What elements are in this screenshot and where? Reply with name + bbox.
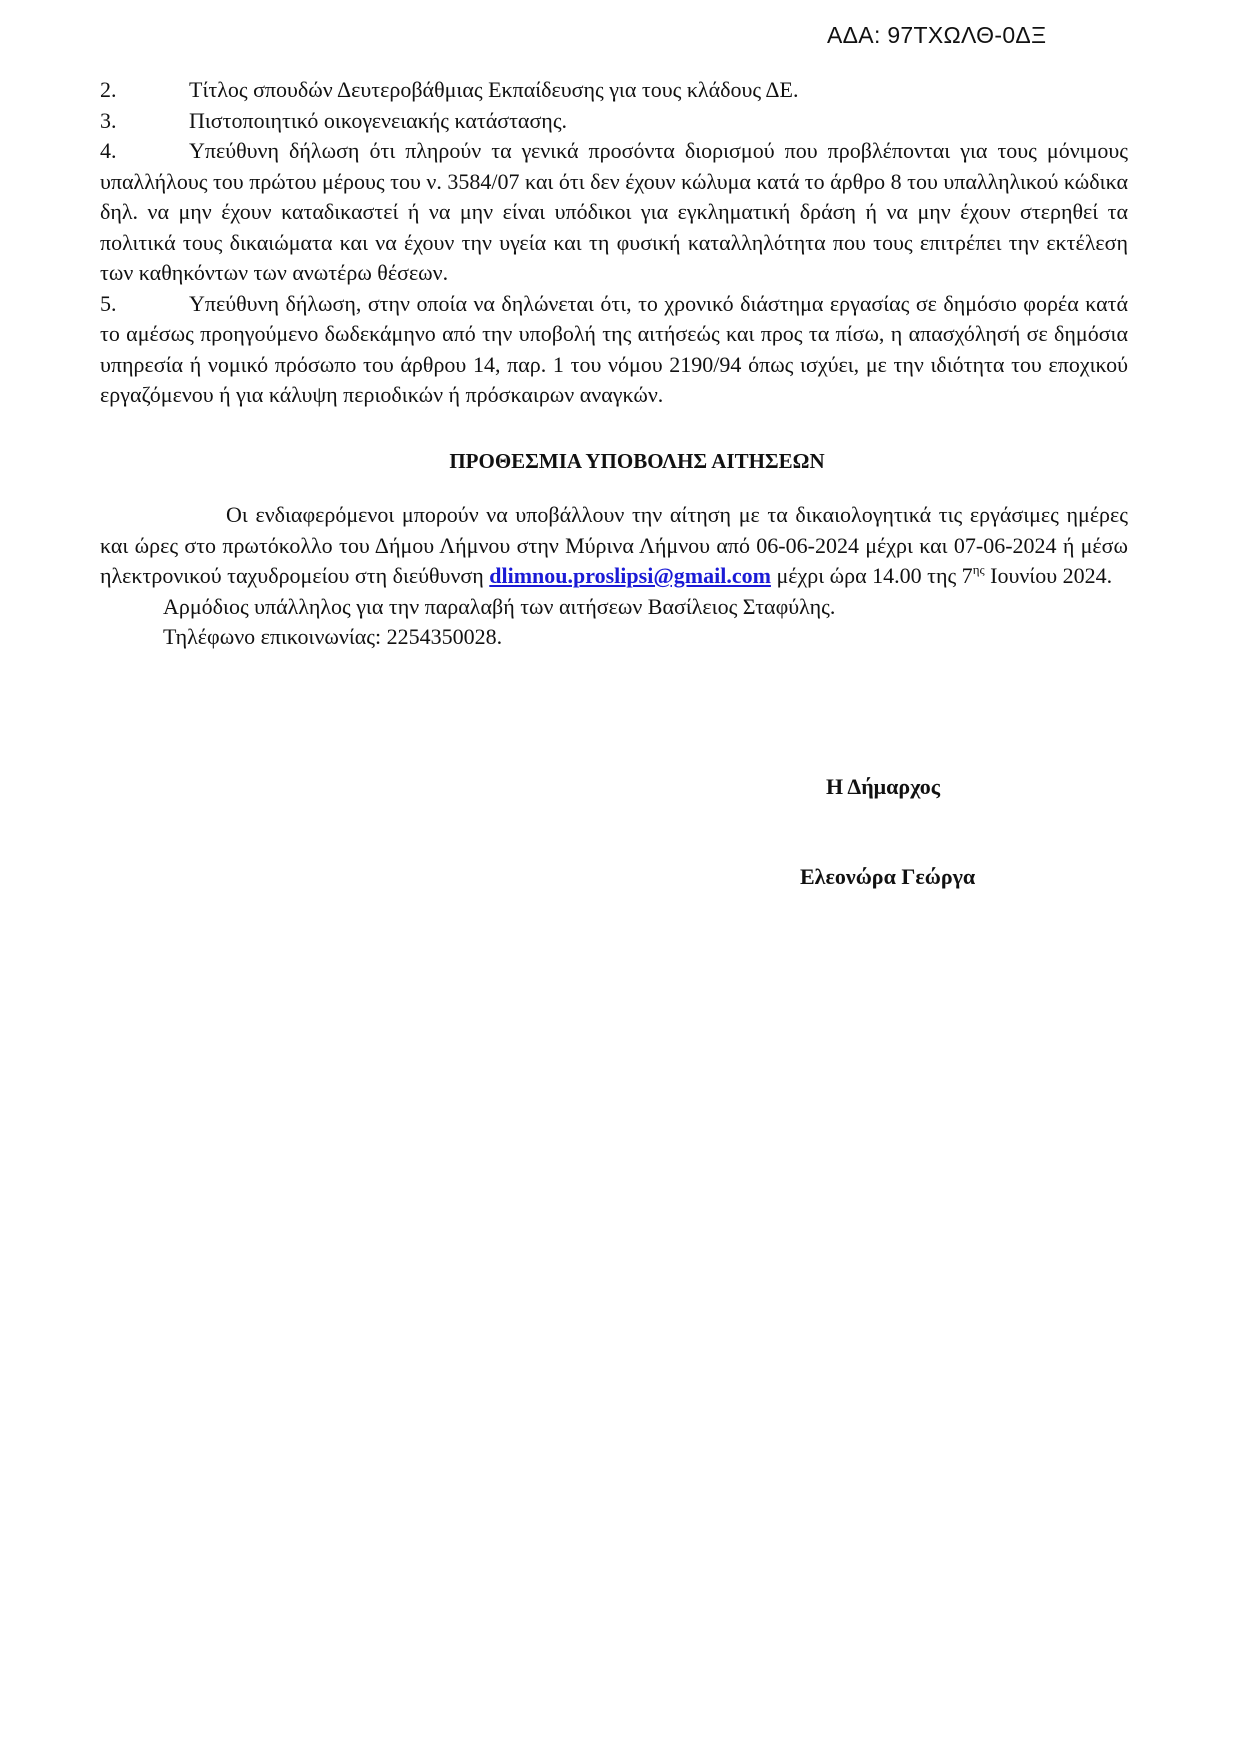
list-item-number: 4.	[100, 138, 117, 163]
list-item-text: Υπεύθυνη δήλωση ότι πληρούν τα γενικά προσόντα διορισμού που προβλέπονται για τους μόνιμους υπαλλήλους του πρώτου μέρους του ν. 3584/07 και ότι δεν έχουν κώλυμα κατά το άρθρο 8 του υπαλληλικού κώδικα δηλ. να μην έχουν καταδικαστεί ή να μην είναι υπόδικοι για εγκληματική δράση ή να μην έχουν στερηθεί τα πολιτικά τους δικαιώματα και να έχουν την υγεία και τη φυσική καταλληλότητα που τους επιτρέπει την εκτέλεση των καθηκόντων των ανωτέρω θέσεων.	[100, 138, 1128, 285]
list-item	[100, 136, 1128, 289]
list-item	[100, 75, 1128, 106]
deadline-text-end: Ιουνίου 2024.	[984, 563, 1113, 588]
signature-name: Ελεονώρα Γεώργα	[800, 864, 976, 889]
deadline-text-start: Οι ενδιαφερόμενοι μπορούν να υποβάλλουν την αίτηση με τα δικαιολογητικά τις εργάσιμες ημέρες και ώρες στο πρωτόκολλο του Δήμου Λήμνου στην Μύρινα Λήμνου από 06-06-2024 μέχρι και 07-06-2024 ή μέσω ηλεκτρονικού ταχυδρομείου στη διεύθυνση	[100, 502, 1128, 588]
phone-line: Τηλέφωνο επικοινωνίας: 2254350028.	[163, 624, 503, 649]
list-item-number: 5.	[100, 290, 117, 316]
deadline-text-mid: μέχρι ώρα 14.00 της 7	[770, 563, 973, 588]
deadline-paragraph	[100, 500, 1128, 592]
ada-code: ΑΔΑ: 97ΤΧΩΛΘ-0ΔΞ	[827, 22, 1047, 48]
list-item	[100, 289, 1128, 411]
document-body	[100, 75, 1128, 653]
list-item-text: Τίτλος σπουδών Δευτεροβάθμιας Εκπαίδευσης για τους κλάδους ΔΕ.	[189, 77, 799, 102]
list-item-text: Πιστοποιητικό οικογενειακής κατάστασης.	[189, 107, 568, 133]
official-line: Αρμόδιος υπάλληλος για την παραλαβή των αιτήσεων Βασίλειος Σταφύλης.	[163, 593, 836, 619]
list-item-text: Υπεύθυνη δήλωση, στην οποία να δηλώνεται ότι, το χρονικό διάστημα εργασίας σε δημόσιο φορέα κατά το αμέσως προηγούμενο δωδεκάμηνο από την υποβολή της αιτήσεώς και προς τα πίσω, η απασχόλησή σε δημόσια υπηρεσία ή νομικό πρόσωπο του άρθρου 14, παρ. 1 του νόμου 2190/94 όπως ισχύει, με την ιδιότητα του εποχικού εργαζόμενου ή για κάλυψη περιοδικών ή πρόσκαιρων αναγκών.	[100, 290, 1128, 407]
email-link[interactable]: dlimnou.proslipsi@gmail.com	[489, 563, 771, 588]
list-item-number: 3.	[100, 107, 117, 133]
signature-title: Η Δήμαρχος	[826, 774, 941, 799]
section-heading: ΠΡΟΘΕΣΜΙΑ ΥΠΟΒΟΛΗΣ ΑΙΤΗΣΕΩΝ	[449, 448, 825, 473]
list-item	[100, 106, 1128, 137]
list-item-number: 2.	[100, 77, 117, 102]
ordinal-superscript: ης	[972, 562, 985, 577]
